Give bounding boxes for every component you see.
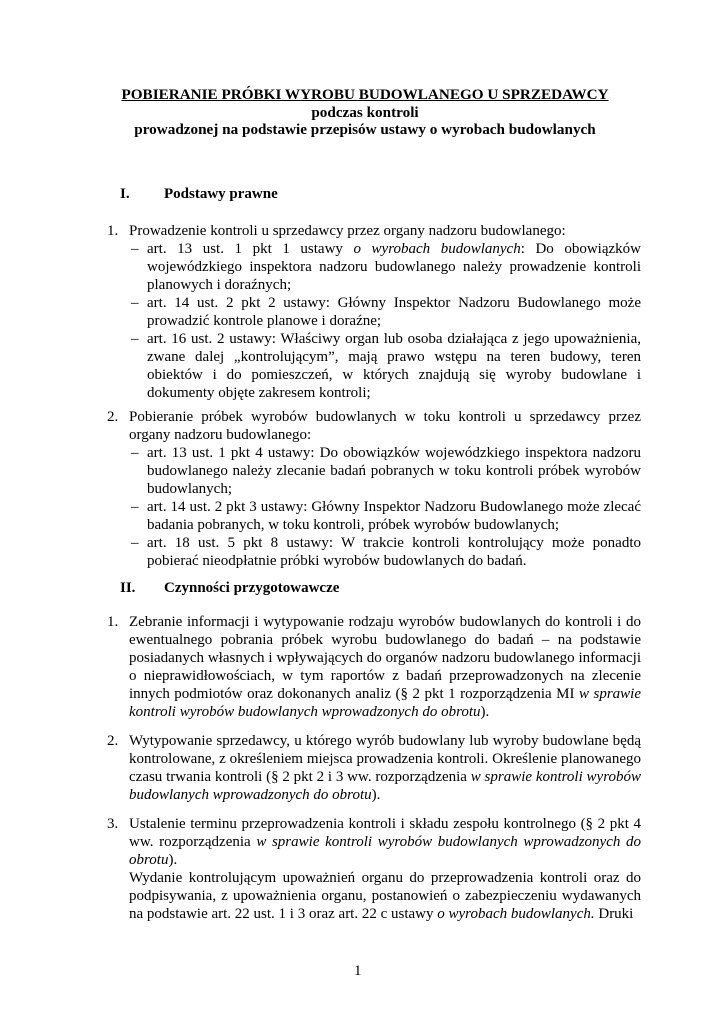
section-heading-preparatory-activities bbox=[120, 580, 339, 597]
bullet-text: art. 13 ust. 1 pkt 4 ustawy: Do obowiązków wojewódzkiego inspektora nadzoru budowlanego należy zlecanie badań pobranych w toku kontroli próbek wyrobów budowlanych; bbox=[147, 445, 641, 497]
bullet-item bbox=[129, 534, 641, 570]
regulation-title: w sprawie kontroli wyrobów budowlanych wprowadzonych do obrotu bbox=[129, 834, 641, 868]
dash-bullet: – bbox=[131, 331, 139, 347]
list-item-text: Druki bbox=[594, 906, 634, 922]
list-item-text: Wytypowanie sprzedawcy, u którego wyrób budowlany lub wyroby budowlane będą kontrolowane, z określeniem miejsca prowadzenia kontroli. Określenie planowanego czasu trwania kontroli (§ 2 pkt 2 i 3 ww. rozporządzenia bbox=[129, 733, 641, 785]
document-subtitle-2: prowadzonej na podstawie przepisów ustawy o wyrobach budowlanych bbox=[134, 121, 596, 138]
bullet-item bbox=[129, 330, 641, 402]
section-heading-legal-basis bbox=[120, 186, 278, 203]
document-title: POBIERANIE PRÓBKI WYROBU BUDOWLANEGO U SPRZEDAWCY bbox=[121, 86, 609, 103]
section-title: Podstawy prawne bbox=[164, 186, 278, 202]
bullet-text: art. 14 ust. 2 pkt 3 ustawy: Główny Inspektor Nadzoru Budowlanego może zlecać badania pobranych, w toku kontroli, próbek wyrobów budowlanych; bbox=[147, 499, 641, 533]
dash-bullet: – bbox=[131, 535, 139, 551]
dash-bullet: – bbox=[131, 295, 139, 311]
bullet-text: art. 18 ust. 5 pkt 8 ustawy: W trakcie kontroli kontrolujący może ponadto pobierać nieodpłatnie próbki wyrobów budowlanych do badań. bbox=[147, 535, 641, 569]
list-item-text: ). bbox=[480, 704, 490, 720]
regulation-title: w sprawie kontroli wyrobów budowlanych wprowadzonych do obrotu bbox=[129, 686, 641, 720]
list-item bbox=[107, 815, 641, 923]
list-item-text: Wydanie kontrolującym upoważnień organu do przeprowadzenia kontroli oraz do podpisywania, z upoważnienia organu, postanowień o zabezpieczeniu wydawanych na podstawie art. 22 ust. 1 i 3 oraz art. 22 c ustawy bbox=[129, 870, 641, 922]
bullet-item bbox=[129, 444, 641, 498]
bullet-item bbox=[129, 240, 641, 294]
page-number: 1 bbox=[354, 963, 362, 979]
bullet-text: art. 14 ust. 2 pkt 2 ustawy: Główny Inspektor Nadzoru Budowlanego może prowadzić kontrole planowe i doraźne; bbox=[147, 295, 641, 329]
bullet-item bbox=[129, 294, 641, 330]
section-number: I. bbox=[120, 186, 130, 202]
bullet-text: art. 13 ust. 1 pkt 1 ustawy bbox=[147, 241, 354, 257]
list-item-text: Prowadzenie kontroli u sprzedawcy przez organy nadzoru budowlanego: bbox=[129, 223, 566, 239]
list-item bbox=[107, 408, 641, 570]
section-title: Czynności przygotowawcze bbox=[164, 580, 340, 596]
list-item-text: ). bbox=[168, 852, 178, 868]
dash-bullet: – bbox=[131, 445, 139, 461]
list-item-text: Pobieranie próbek wyrobów budowlanych w toku kontroli u sprzedawcy przez organy nadzoru budowlanego: bbox=[129, 409, 641, 443]
list-item-text: ). bbox=[371, 787, 381, 803]
document-subtitle: podczas kontroli bbox=[311, 104, 419, 121]
bullet-text: : Do obowiązków wojewódzkiego inspektora nadzoru budowlanego należy prowadzenie kontroli planowych i doraźnych; bbox=[147, 241, 641, 293]
dash-bullet: – bbox=[131, 499, 139, 515]
act-title: o wyrobach budowlanych bbox=[353, 241, 521, 257]
list-number: 3. bbox=[107, 816, 119, 832]
list-number: 2. bbox=[107, 409, 119, 425]
list-item bbox=[107, 613, 641, 721]
regulation-title: w sprawie kontroli wyrobów budowlanych wprowadzonych do obrotu bbox=[129, 769, 641, 803]
list-number: 2. bbox=[107, 733, 119, 749]
list-item bbox=[107, 732, 641, 804]
list-item-text: Ustalenie terminu przeprowadzenia kontroli i składu zespołu kontrolnego (§ 2 pkt 4 ww. rozporządzenia bbox=[129, 816, 641, 850]
bullet-item bbox=[129, 498, 641, 534]
list-item-text: Zebranie informacji i wytypowanie rodzaju wyrobów budowlanych do kontroli i do ewentualnego pobrania próbek wyrobu budowlanego do badań – na podstawie posiadanych własnych i wpływających do organów nadzoru budowlanego informacji o nieprawidłowościach, w tym raportów z badań przeprowadzonych na zlecenie innych podmiotów oraz dokonanych analiz (§ 2 pkt 1 rozporządzenia MI bbox=[129, 614, 641, 702]
section-number: II. bbox=[120, 580, 136, 596]
list-item bbox=[107, 222, 641, 402]
bullet-text: art. 16 ust. 2 ustawy: Właściwy organ lub osoba działająca z jego upoważnienia, zwane dalej „kontrolującym”, mają prawo wstępu na teren budowy, teren obiektów i do pomieszczeń, w których znajdują się wyroby budowlane i dokumenty objęte zakresem kontroli; bbox=[147, 331, 641, 401]
dash-bullet: – bbox=[131, 241, 139, 257]
list-number: 1. bbox=[107, 614, 119, 630]
list-number: 1. bbox=[107, 223, 119, 239]
act-title: o wyrobach budowlanych. bbox=[437, 906, 595, 922]
